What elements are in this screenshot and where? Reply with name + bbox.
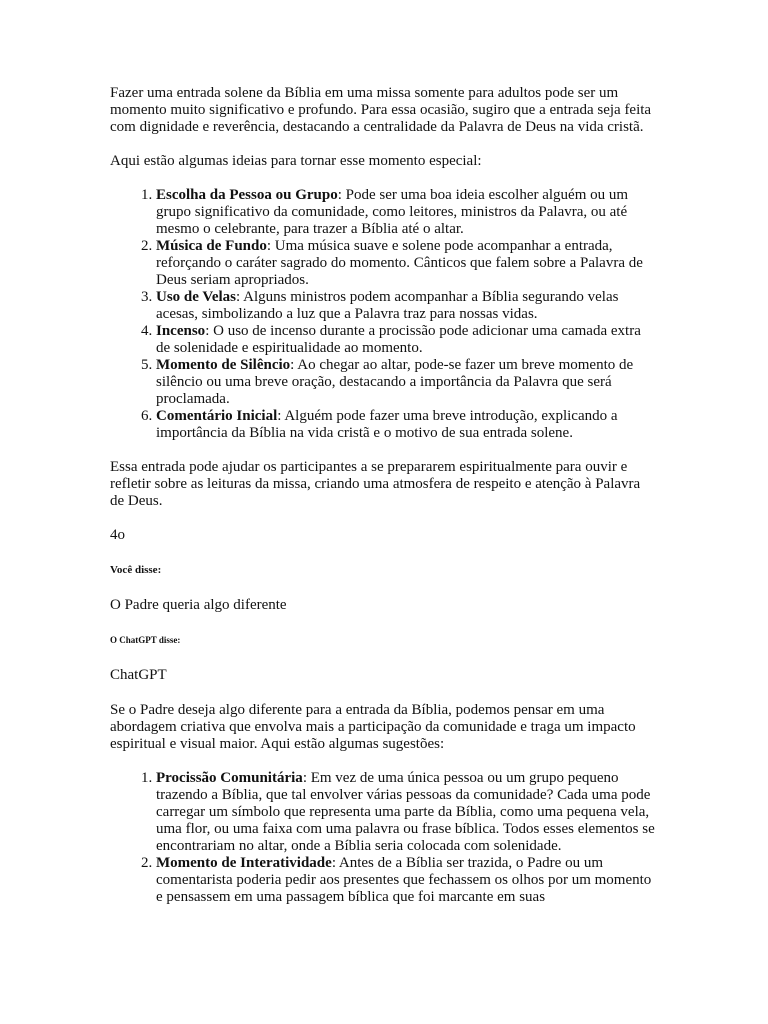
list-item (156, 357, 658, 408)
list-item-text: : Ao chegar ao altar, pode-se fazer um breve momento de silêncio ou uma breve oração, destacando a importância da Palavra que será proclamada. (156, 357, 634, 407)
list-item-title: Música de Fundo (156, 238, 267, 254)
list-item-title: Momento de Interatividade (156, 855, 332, 871)
user-header: Você disse: (110, 564, 162, 576)
list-item-text: : Alguém pode fazer uma breve introdução, explicando a importância da Bíblia na vida cristã e o motivo de sua entrada solene. (156, 408, 618, 441)
list-item-text: : Antes de a Bíblia ser trazida, o Padre ou um comentarista poderia pedir aos presentes que fechassem os olhos por um momento e pensassem em uma passagem bíblica que foi marcante em suas (156, 855, 652, 905)
intro-paragraph: Fazer uma entrada solene da Bíblia em uma missa somente para adultos pode ser um momento muito significativo e profundo. Para essa ocasião, sugiro que a entrada seja feita com dignidade e reverência, destacando a centralidade da Palavra de Deus na vida cristã. (110, 85, 652, 135)
list-item-text: : Uma música suave e solene pode acompanhar a entrada, reforçando o caráter sagrado do momento. Cânticos que falem sobre a Palavra de Deus seriam apropriados. (156, 238, 643, 288)
user-message: O Padre queria algo diferente (110, 597, 287, 613)
list-item-title: Comentário Inicial (156, 408, 278, 424)
suggestions-list (110, 770, 658, 906)
list-item (156, 855, 658, 906)
ideas-list (110, 187, 658, 442)
list-item-title: Escolha da Pessoa ou Grupo (156, 187, 338, 203)
list-item-text: : Alguns ministros podem acompanhar a Bíblia segurando velas acesas, simbolizando a luz que a Palavra traz para nossas vidas. (156, 289, 619, 322)
list-item-title: Incenso (156, 323, 206, 339)
list-item (156, 408, 658, 442)
closing-paragraph: Essa entrada pode ajudar os participantes a se prepararem espiritualmente para ouvir e refletir sobre as leituras da missa, criando uma atmosfera de respeito e atenção à Palavra de Deus. (110, 459, 641, 509)
list-item (156, 770, 658, 855)
model-tag: 4o (110, 527, 125, 543)
list-item-title: Uso de Velas (156, 289, 237, 305)
list-item (156, 289, 658, 323)
list-item-title: Momento de Silêncio (156, 357, 291, 373)
assistant-header: O ChatGPT disse: (110, 635, 181, 645)
list-item (156, 323, 658, 357)
list-item-text: : Em vez de uma única pessoa ou um grupo pequeno trazendo a Bíblia, que tal envolver várias pessoas da comunidade? Cada uma pode carregar um símbolo que representa uma parte da Bíblia, como uma pequena vela, uma flor, ou uma faixa com uma palavra ou frase bíblica. Todos esses elementos se encontrariam no altar, onde a Bíblia seria colocada com solenidade. (156, 770, 655, 854)
ideas-lead: Aqui estão algumas ideias para tornar esse momento especial: (110, 153, 482, 169)
list-item-text: : Pode ser uma boa ideia escolher alguém ou um grupo significativo da comunidade, como leitores, ministros da Palavra, ou até mesmo o celebrante, para trazer a Bíblia até o altar. (156, 187, 629, 237)
reply-intro: Se o Padre deseja algo diferente para a entrada da Bíblia, podemos pensar em uma abordagem criativa que envolva mais a participação da comunidade e traga um impacto espiritual e visual maior. Aqui estão algumas sugestões: (110, 702, 636, 752)
list-item (156, 187, 658, 238)
list-item-title: Procissão Comunitária (156, 770, 303, 786)
list-item (156, 238, 658, 289)
assistant-label: ChatGPT (110, 667, 167, 683)
list-item-text: : O uso de incenso durante a procissão pode adicionar uma camada extra de solenidade e espiritualidade ao momento. (156, 323, 641, 356)
